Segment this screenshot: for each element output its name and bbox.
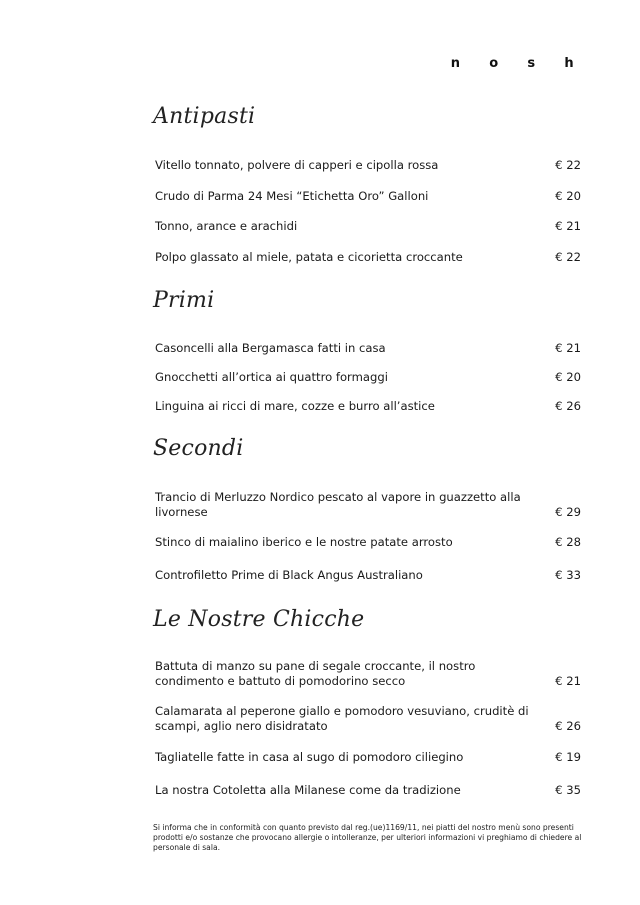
menu-item-price: € 21 [555, 341, 581, 355]
menu-item [155, 158, 581, 173]
menu-item [155, 568, 581, 583]
menu-item-name: La nostra Cotoletta alla Milanese come da tradizione [155, 783, 461, 797]
menu-item [155, 490, 581, 520]
menu-item-price: € 35 [555, 783, 581, 797]
menu-item-price: € 20 [555, 370, 581, 384]
menu-item-price: € 19 [555, 750, 581, 764]
menu-item [155, 399, 581, 414]
menu-item-price: € 22 [555, 250, 581, 264]
menu-item-name: Controfiletto Prime di Black Angus Australiano [155, 568, 423, 582]
menu-item [155, 535, 581, 550]
menu-item-name: Tonno, arance e arachidi [155, 219, 298, 233]
section-title-antipasti: Antipasti [153, 104, 256, 129]
menu-item-price: € 28 [555, 535, 581, 549]
allergen-disclaimer: Si informa che in conformità con quanto previsto dal reg.(ue)1169/11, nei piatti del nostro menù sono presenti prodotti e/o sostanze che provocano allergie o intolleranze, per ulteriori informazioni vi preghiamo di chiedere al personale di sala. [153, 823, 582, 852]
menu-item-name: Stinco di maialino iberico e le nostre patate arrosto [155, 535, 453, 549]
section-title-primi: Primi [153, 288, 215, 313]
menu-item [155, 783, 581, 798]
menu-item-price: € 21 [555, 219, 581, 233]
menu-item-price: € 22 [555, 158, 581, 172]
menu-item [155, 250, 581, 265]
menu-item-name: Crudo di Parma 24 Mesi “Etichetta Oro” Galloni [155, 189, 429, 203]
menu-item-price: € 26 [555, 719, 581, 733]
menu-item-price: € 26 [555, 399, 581, 413]
menu-item [155, 659, 581, 689]
menu-item [155, 704, 581, 734]
menu-item-price: € 33 [555, 568, 581, 582]
menu-item [155, 750, 581, 765]
brand-logo: n o s h [450, 56, 586, 71]
menu-item [155, 189, 581, 204]
menu-item-name: Battuta di manzo su pane di segale croccante, il nostro condimento e battuto di pomodorino secco [155, 659, 476, 688]
menu-item-name: Trancio di Merluzzo Nordico pescato al vapore in guazzetto alla livornese [155, 490, 521, 519]
menu-item-price: € 21 [555, 674, 581, 688]
section-title-le-nostre-chicche: Le Nostre Chicche [153, 607, 365, 632]
menu-item-name: Vitello tonnato, polvere di capperi e cipolla rossa [155, 158, 439, 172]
section-title-secondi: Secondi [153, 436, 244, 461]
menu-item-name: Tagliatelle fatte in casa al sugo di pomodoro ciliegino [155, 750, 464, 764]
menu-item [155, 370, 581, 385]
menu-item-name: Polpo glassato al miele, patata e cicorietta croccante [155, 250, 463, 264]
menu-item [155, 341, 581, 356]
menu-item-name: Casoncelli alla Bergamasca fatti in casa [155, 341, 386, 355]
menu-item-name: Gnocchetti all’ortica ai quattro formaggi [155, 370, 388, 384]
menu-item [155, 219, 581, 234]
menu-item-name: Calamarata al peperone giallo e pomodoro vesuviano, cruditè di scampi, aglio nero disidratato [155, 704, 529, 733]
menu-item-name: Linguina ai ricci di mare, cozze e burro all’astice [155, 399, 435, 413]
menu-item-price: € 29 [555, 505, 581, 519]
menu-item-price: € 20 [555, 189, 581, 203]
